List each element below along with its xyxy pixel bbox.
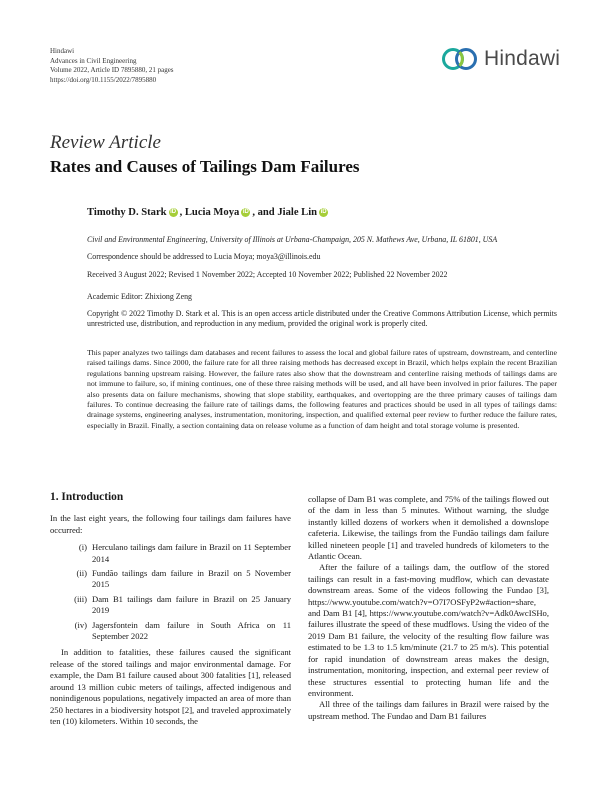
body-paragraph: In addition to fatalities, these failures caused the significant release of the stored tailings and major environmental damage. For example, the Dam B1 failure caused about 300 fatalities [1], released around 13 million cubic meters of tailings, affected indigenous and nonindigenous populations, negatively impacted an area of more than 250 hectares in a biodiversity hotspot [2], and traveled approximately ten (10) kilometers. Within 10 seconds, the: [50, 647, 291, 726]
left-column: [50, 492, 291, 727]
list-item: [50, 542, 291, 565]
list-number: (iv): [74, 619, 87, 630]
volume-line: Volume 2022, Article ID 7895880, 21 pages: [50, 66, 174, 74]
list-item: [50, 594, 291, 617]
author-name[interactable]: Lucia Moya: [184, 207, 240, 218]
body-paragraph: collapse of Dam B1 was complete, and 75% of the tailings flowed out of the dam in less than 5 minutes. Without warning, the sludge instantly killed dozens of workers when it demolished a downslope cafeteria. Likewise, the tailings from the Fundão tailings dam failure killed nineteen people [1] and traveled hundreds of kilometers to the Atlantic Ocean.: [308, 494, 549, 562]
list-text: Herculano tailings dam failure in Brazil on 11 September 2014: [92, 542, 291, 564]
list-text: Fundão tailings dam failure in Brazil on 5 November 2015: [92, 568, 291, 590]
abstract: This paper analyzes two tailings dam databases and recent failures to assess the local and global failure rates of upstream, downstream, and centerline raised tailings dams. Since 2000, the failure rate for all three raising methods has decreased except in Brazil, which helps explain the recent Brazilian regulations banning upstream raising. However, the failure rates also show that the downstream and centerline raising methods of tailings dams are not immune to failure, so, if mining continues, one of these three raising methods will be used, and all have been involved in prior failures. The paper also presents data on failure mechanisms, showing that slope stability, earthquakes, and overtopping are the three primary causes of tailings dam failures. To continue decreasing the failure rate of tailings dams, the following features and practices should be used in all types of tailings dams: drainage systems, engineering analyses, instrumentation, monitoring, inspection, and qualified external peer review to further reduce the failure rates, especially in Brazil. Finally, a section containing data on release volume as a function of dam height and total storage volume is presented.: [87, 348, 557, 430]
list-item: [50, 620, 291, 643]
body-paragraph: After the failure of a tailings dam, the outflow of the stored tailings can result in a fast-moving mudflow, which can devastate downstream areas. Some of the videos following the Fundao [3], https://www.youtube.com/watch?v=O7I7OSFyP2w#action=share, and Dam B1 [4], https://www.youtube.com/watch?v=Adk0AwcISHo, failures illustrate the speed of these mudflows. Using the video of the 2019 Dam B1 failure, the velocity of the resulting flow failure was estimated to be 1.3 to 1.5 km/minute (21.7 to 25 m/s). This potential for rapid inundation of downstream areas makes the design, instrumentation, monitoring, inspection, and external peer review of these structures essential to protecting human life and the environment.: [308, 562, 549, 698]
journal-name: Advances in Civil Engineering: [50, 56, 137, 65]
hindawi-logo[interactable]: [440, 44, 560, 74]
author-separator: ,: [179, 207, 185, 218]
logo-text: Hindawi: [484, 47, 561, 70]
intro-lead: In the last eight years, the following four tailings dam failures have occurred:: [50, 513, 291, 535]
publisher-name: Hindawi: [50, 47, 75, 55]
hindawi-rings-icon: [440, 44, 480, 74]
orcid-icon[interactable]: iD: [242, 209, 249, 215]
section-heading: 1. Introduction: [50, 491, 124, 503]
doi-link[interactable]: https://doi.org/10.1155/2022/7895880: [50, 75, 157, 84]
author-separator: , and: [252, 207, 278, 218]
author-name[interactable]: Jiale Lin: [277, 207, 318, 218]
right-column: [308, 494, 549, 722]
correspondence: Correspondence should be addressed to Lucia Moya; moya3@illinois.edu: [87, 252, 321, 261]
academic-editor: Academic Editor: Zhixiong Zeng: [87, 292, 192, 301]
list-number: (ii): [76, 568, 87, 579]
journal-header: [50, 47, 174, 85]
list-item: [50, 568, 291, 591]
list-number: (i): [78, 542, 87, 553]
failure-event-list: [50, 542, 291, 642]
article-type: Review Article: [50, 132, 161, 153]
list-text: Jagersfontein dam failure in South Africa on 11 September 2022: [92, 619, 291, 642]
author-name[interactable]: Timothy D. Stark: [87, 207, 167, 218]
publication-dates: Received 3 August 2022; Revised 1 November 2022; Accepted 10 November 2022; Published 22 November 2022: [87, 270, 448, 279]
orcid-icon[interactable]: iD: [170, 209, 177, 215]
author-list: [87, 207, 330, 218]
body-paragraph: All three of the tailings dam failures in Brazil were raised by the upstream method. The Fundao and Dam B1 failures: [308, 699, 549, 721]
list-text: Dam B1 tailings dam failure in Brazil on 25 January 2019: [92, 593, 291, 616]
list-number: (iii): [74, 593, 87, 604]
affiliation: Civil and Environmental Engineering, University of Illinois at Urbana-Champaign, 205 N. Mathews Ave, Urbana, IL 61801, USA: [87, 235, 498, 244]
copyright-notice: Copyright © 2022 Timothy D. Stark et al. This is an open access article distributed under the Creative Commons Attribution License, which permits unrestricted use, distribution, and reproduction in any medium, provided the original work is properly cited.: [87, 309, 557, 329]
orcid-icon[interactable]: iD: [320, 209, 327, 215]
article-title: Rates and Causes of Tailings Dam Failures: [50, 157, 360, 176]
